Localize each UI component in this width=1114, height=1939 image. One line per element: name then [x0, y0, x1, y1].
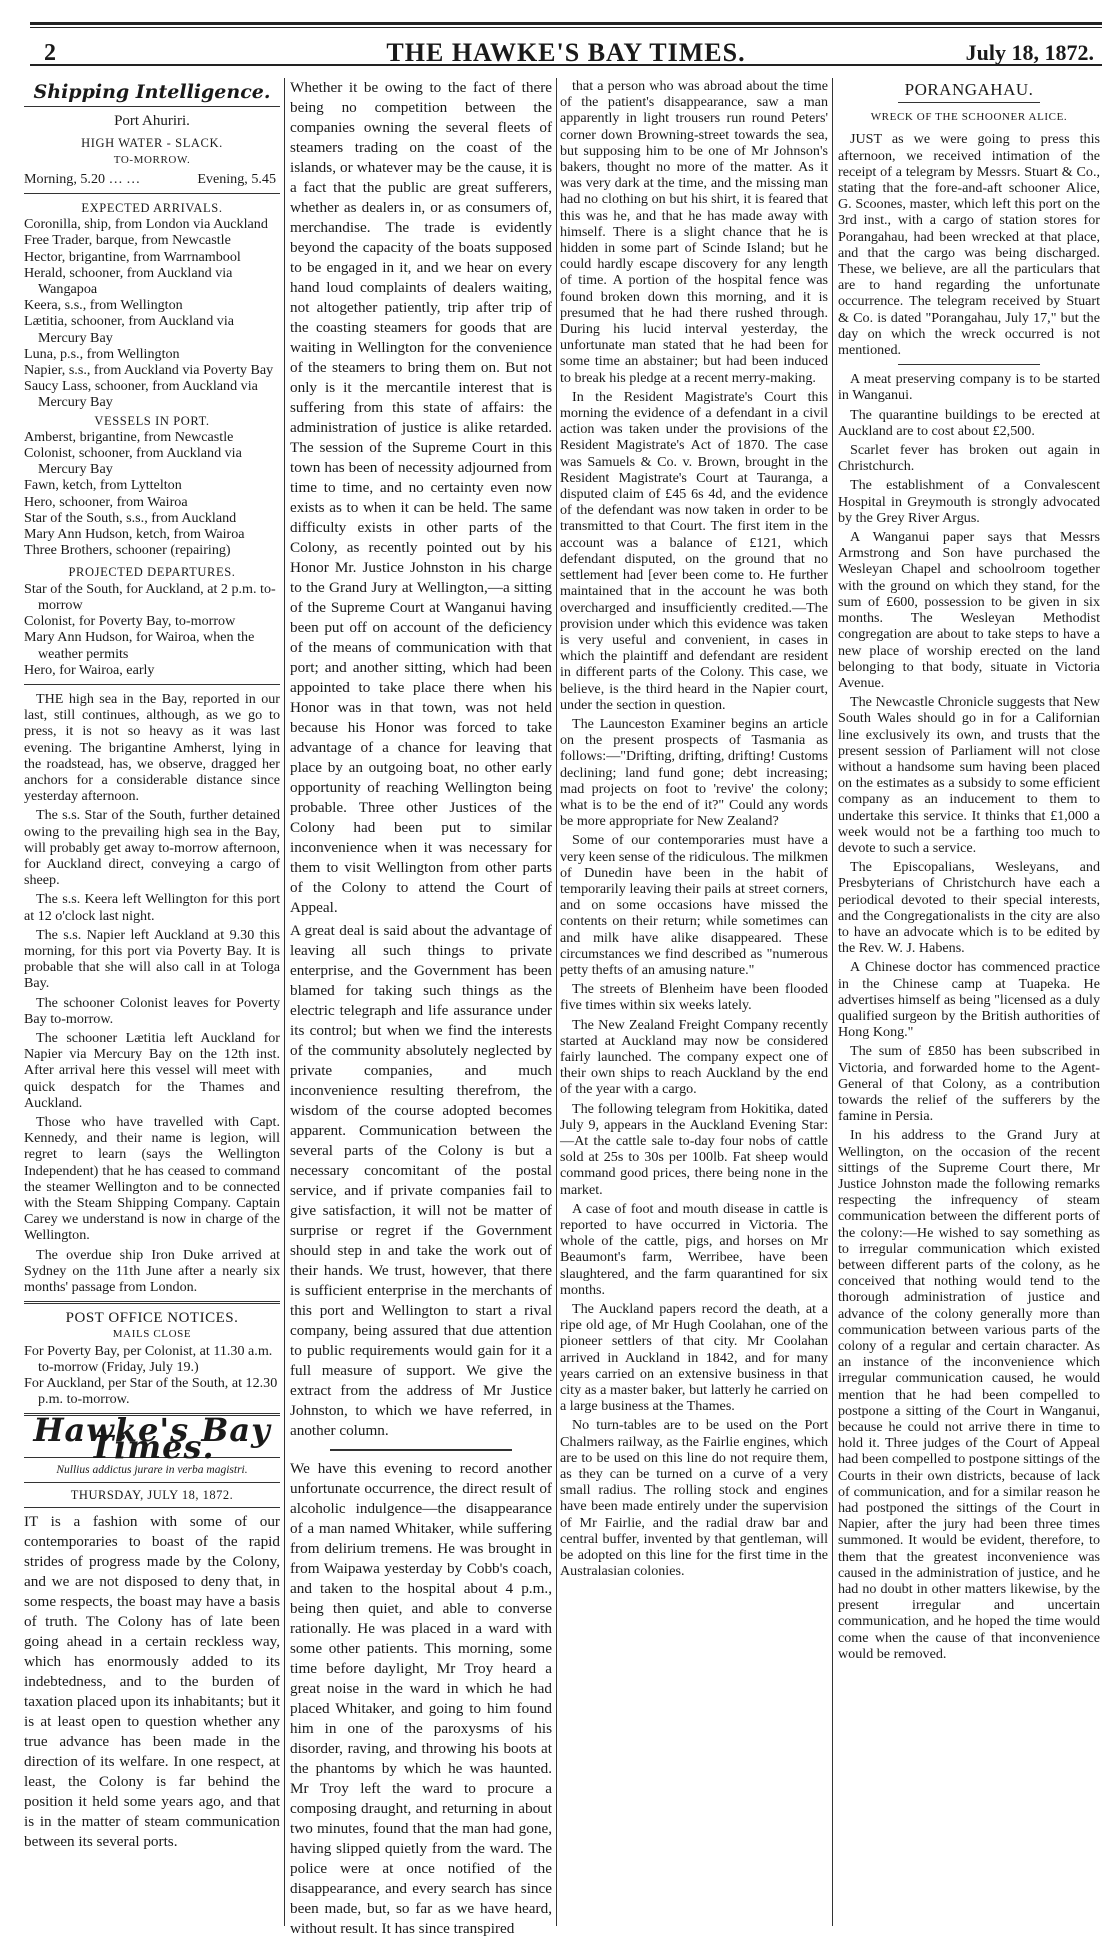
dateline: THURSDAY, JULY 18, 1872.: [70, 1488, 234, 1503]
news-paragraph: In the Resident Magistrate's Court this morning the evidence of a defendant in a civil action was taken under the provisions of the Resident Magistrate's Act of 1870. The case was Samuels & Co. v. Brown, brought in the Resident Magistrate's Court at Tauranga, a disputed claim of £45 6s 4d, and the evidence of the defendant was now taken in order to be transmitted to that Court. The first item in the account was a balance of £121, which defendant disputed, on the ground that no settlement had [ever been come to. He further maintained that in the account he was both overcharged and insufficiently credited.—The provision under which this evidence was taken is very useful and convenient, in cases in which the plaintiff and defendant are resident in different parts of the Colony. This case, we believe, is the third heard in the Napier court, under the section in question.: [560, 388, 828, 713]
post-office-title: POST OFFICE NOTICES.: [65, 1310, 239, 1327]
arrival-item: Napier, s.s., from Auckland via Poverty Bay: [24, 362, 274, 379]
local-news: [560, 78, 828, 1579]
porangahau-heading: PORANGAHAU.: [904, 80, 1034, 99]
port-name: Port Ahuriri.: [114, 113, 190, 130]
column-1: [24, 78, 280, 1928]
departure-item: Colonist, for Poverty Bay, to-morrow: [24, 613, 236, 630]
shipping-heading: Shipping Intelligence.: [33, 81, 271, 103]
issue-date: July 18, 1872.: [965, 40, 1094, 65]
arrival-item: Saucy Lass, schooner, from Auckland via Mercury Bay: [24, 378, 258, 411]
mails-close: MAILS CLOSE: [112, 1328, 192, 1341]
in-port-item: Amberst, brigantine, from Newcastle: [24, 428, 234, 445]
departures-title: PROJECTED DEPARTURES.: [68, 565, 236, 580]
news-paragraph: The s.s. Napier left Auckland at 9.30 this morning, for this port via Poverty Bay. It is probable that she will also call in at Tologa Bay.: [24, 926, 280, 992]
news-paragraph: The s.s. Keera left Wellington for this port at 12 o'clock last night.: [24, 891, 280, 924]
whitaker-article: [290, 1459, 552, 1939]
mail-item: For Poverty Bay, per Colonist, at 11.30 a.m. to-morrow (Friday, July 19.): [24, 1342, 273, 1375]
news-paragraph: The schooner Colonist leaves for Poverty Bay to-morrow.: [24, 994, 280, 1027]
in-port-list: [24, 429, 280, 559]
news-paragraph: Those who have travelled with Capt. Kennedy, and their name is legion, will regret to learn (says the Wellington Independent) that he has ceased to command the steamer Wellington and to be connected with the Steam Shipping Company. Captain Carey we understand is now in charge of the Wellington.: [24, 1113, 280, 1244]
news-paragraph: The streets of Blenheim have been flooded five times within six weeks lately.: [560, 981, 828, 1014]
news-paragraph: A meat preserving company is to be started in Wanganui.: [838, 371, 1100, 404]
shipping-news: [24, 691, 280, 1295]
masthead: [30, 14, 1102, 70]
news-paragraph: The s.s. Star of the South, further detained owing to the prevailing high sea in the Bay, will probably get away to-morrow afternoon, for Auckland direct, conveying a cargo of sheep.: [24, 807, 280, 889]
newspaper-title: THE HAWKE'S BAY TIMES.: [386, 38, 746, 67]
news-paragraph: The overdue ship Iron Duke arrived at Sydney on the 11th June after a nearly six months' passage from London.: [24, 1246, 280, 1296]
news-paragraph: A Chinese doctor has commenced practice in the Chinese camp at Tuapeka. He advertises himself as being "licensed as a duly qualified surgeon by the British authorities of Hong Kong.": [838, 959, 1100, 1041]
departure-item: Hero, for Wairoa, early: [24, 661, 155, 678]
column-4: [838, 78, 1100, 1928]
news-paragraph: that a person who was abroad about the time of the patient's disappearance, saw a man apparently in light trousers run round Peters' corner down Browning-street towards the sea, but supposing him to be one of Mr Johnson's bakers, thought no more of the matter. As it was very dark at the time, and the missing man had no clothing on but his shirt, it is feared that this was he, and that he has made away with himself. There is a slight chance that he is hidden in some part of Scinde Island; but he could hardly escape discovery for any length of time. A portion of the hospital fence was found broken down this morning, and it is presumed that he had there rushed through. During his lucid interval yesterday, the unfortunate man stated that he had been for some time an abstainer; but had been induced to break his pledge at a recent merry-making.: [560, 78, 828, 386]
in-port-item: Three Brothers, schooner (repairing): [24, 542, 231, 559]
arrival-item: Luna, p.s., from Wellington: [24, 345, 180, 362]
arrivals-title: EXPECTED ARRIVALS.: [81, 201, 223, 216]
in-port-item: Mary Ann Hudson, ketch, from Wairoa: [24, 526, 245, 543]
mail-item: For Auckland, per Star of the South, at 12.30 p.m. to-morrow.: [24, 1375, 278, 1408]
tide-morning: Morning, 5.20 … …: [24, 170, 141, 187]
departure-item: Mary Ann Hudson, for Wairoa, when the weather permits: [24, 629, 255, 662]
tide-times: [24, 171, 280, 187]
tide-subtitle: TO-MORROW.: [113, 153, 191, 166]
news-paragraph: The Episcopalians, Wesleyans, and Presbyterians of Christchurch have each a periodical devoted to their special interests, and the Congregationalists in the city are also to have an advocate which is to be edited by the Rev. W. J. Habens.: [838, 859, 1100, 957]
news-paragraph: The following telegram from Hokitika, dated July 9, appears in the Auckland Evening Star:—At the cattle sale to-day four nobs of cattle sold at 25s to 30s per 100lb. Fat sheep would command good prices, there being none in the market.: [560, 1100, 828, 1198]
masthead-top-rule: [30, 22, 1102, 28]
wreck-paragraph: JUST as we were going to press this afternoon, we received intimation of the receipt of a telegram by Messrs. Stuart & Co., stating that the fore-and-aft schooner Alice, G. Scoones, master, which left this port on the 3rd inst., with a cargo of station stores for Porangahau, had been wrecked at that place, and that the cargo was being discharged. These, we believe, are all the particulars that are to hand regarding the unfortunate occurrence. The telegram received by Stuart & Co. is dated "Porangahau, July 17," but the day on which the wreck occurred is not mentioned.: [838, 131, 1100, 359]
in-port-item: Star of the South, s.s., from Auckland: [24, 509, 237, 526]
wreck-subheading: WRECK OF THE SCHOONER ALICE.: [870, 111, 1068, 124]
news-paragraph: The schooner Lætitia left Auckland for Napier via Mercury Bay on the 12th inst. After arrival here this vessel will meet with quick despatch for the Thames and Auckland.: [24, 1029, 280, 1111]
news-paragraph: Some of our contemporaries must have a very keen sense of the ridiculous. The milkmen of Dunedin have been in the habit of temporarily leaving their pails at street corners, and on some occasions have missed the contents on their return; while sometimes can and milk have alike disappeared. These circumstances we find described as "numerous petty thefts of an amusing nature.": [560, 832, 828, 978]
tide-title: HIGH WATER - SLACK.: [81, 136, 223, 151]
paper-title: Hawke's Bay Times.: [33, 1411, 271, 1466]
column-divider: [556, 78, 557, 1926]
masthead-bottom-rule: [30, 64, 1102, 66]
arrival-item: Hector, brigantine, from Warrnambool: [24, 248, 241, 265]
page-number: 2: [44, 40, 56, 66]
news-paragraph: In his address to the Grand Jury at Wellington, on the occasion of the recent sittings of the Supreme Court there, Mr Justice Johnston made the following remarks respecting the infrequency of steam communication between the different ports of the colony:—He wished to say something as to irregular communication which existed between different parts of the colony, as he conceived that nothing would tend to the thorough administration of justice and advance of the colony generally more than communication between various parts of the colony of a regular and certain character. As an instance of the inconvenience which irregular communication caused, he would mention that he had been compelled to postpone a sitting of the Court in Wanganui, because he could not arrive there in time to hold it. Three judges of the Court of Appeal had been compelled to postpone sittings of the Courts in their own districts, because of lack of communication, and for a similar reason he had postponed the sittings of the Court in Napier, after the jury had been three times summoned. It would be evident, therefore, to them that the greatest inconvenience was caused in the administration of justice, and he had no doubt in other matters likewise, by the present irregular and uncertain communication, and he hoped the time would come when the cause of that inconvenience would be removed.: [838, 1127, 1100, 1662]
in-port-item: Fawn, ketch, from Lyttelton: [24, 477, 182, 494]
post-office-list: [24, 1343, 280, 1408]
motto: Nullius addictus jurare in verba magistri.: [56, 1463, 248, 1476]
news-paragraph: A case of foot and mouth disease in cattle is reported to have occurred in Victoria. The whole of the cattle, pigs, and horses on Mr Beaumont's farm, Werribee, have been slaughtered, and the farm quarantined for six months.: [560, 1200, 828, 1298]
in-port-item: Hero, schooner, from Wairoa: [24, 493, 188, 510]
news-paragraph: The sum of £850 has been subscribed in Victoria, and forwarded home to the Agent-General of that Colony, as a contribution towards the relief of the sufferers by the famine in Persia.: [838, 1043, 1100, 1125]
column-3: [560, 78, 828, 1928]
editorial-paragraph: IT is a fashion with some of our contemporaries to boast of the rapid strides of progress made by the Colony, and we are not disposed to deny that, in some respects, the boast may have a basis of truth. The Colony has of late been going ahead in a certain reckless way, which has enormously added to its indebtedness, and to the burden of taxation placed upon its inhabitants; but it is at least open to question whether any true advance has been made in the direction of its welfare. In one respect, at least, the Colony is far behind the position it held some years ago, and that is in the matter of steam communication between its several ports.: [24, 1513, 280, 1851]
colonial-news: [838, 371, 1100, 1662]
news-paragraph: We have this evening to record another unfortunate occurrence, the direct result of alcoholic indulgence—the disappearance of a man named Whitaker, while suffering from delirium tremens. He was brought in from Waipawa yesterday by Cobb's coach, and taken to the hospital about 4 p.m., being then quiet, and able to converse rationally. He was placed in a ward with some other patients. This morning, some time before daylight, Mr Troy heard a great noise in the ward in which he had placed Whitaker, and going to him found him in one of the paroxysms of his disorder, raving, and throwing his boots at the phantoms by which he was haunted. Mr Troy left the ward to procure a composing draught, and returning in about two minutes, found that the man had gone, having slipped quietly from the ward. The police were at once notified of the disappearance, and every search has since been made, but, so far as we have heard, without result. It has since transpired: [290, 1460, 552, 1937]
departures-list: [24, 581, 280, 678]
news-paragraph: Scarlet fever has broken out again in Christchurch.: [838, 442, 1100, 475]
editorial-paragraph: A great deal is said about the advantage of leaving all such things to private enterprise, and the Government has been blamed for taking such things as the electric telegraph and life assurance under its control; but when we find the interests of the community absolutely neglected by private companies, and much inconvenience resulting therefrom, the wisdom of the course adopted becomes apparent. Communication between the several parts of the Colony is but a necessary concomitant of the postal service, and if private companies fail to give satisfaction, it will not be matter of surprise or regret if the Government should step in and take the work out of their hands. We trust, however, that there is sufficient enterprise in the merchants of this port and Wellington to start a rival company, being assured that due attention to public requirements would gain for it a full measure of support. We give the extract from the address of Mr Justice Johnston, to which we have referred, in another column.: [290, 922, 552, 1439]
news-paragraph: The Launceston Examiner begins an article on the present prospects of Tasmania as follows:—"Drifting, drifting, drifting! Customs declining; land fund gone; debt increasing; mad projects on foot to 'revive' the colony; what is to be the end of it?" Could any words be more appropriate for New Zealand?: [560, 715, 828, 830]
editorial-continued: [290, 78, 552, 1441]
column-divider: [284, 78, 285, 1926]
news-paragraph: The Auckland papers record the death, at a ripe old age, of Mr Hugh Coolahan, one of the pioneer settlers of that city. Mr Coolahan arrived in Auckland in 1842, and for many years carried on an extensive business in that city as a master baker, but latterly he carried on a large business at the Thames.: [560, 1301, 828, 1415]
column-divider: [832, 78, 833, 1926]
arrival-item: Herald, schooner, from Auckland via Wangapoa: [24, 264, 233, 298]
arrival-item: Free Trader, barque, from Newcastle: [24, 232, 231, 249]
departure-item: Star of the South, for Auckland, at 2 p.m. to-morrow: [24, 580, 276, 613]
in-port-title: VESSELS IN PORT.: [94, 413, 210, 428]
news-paragraph: THE high sea in the Bay, reported in our last, still continues, although, as we go to press, it is not so heavy as it was last evening. The brigantine Amherst, lying in the roadstead, has, we observe, dragged her anchors for a considerable distance since yesterday afternoon.: [24, 690, 280, 805]
news-paragraph: The establishment of a Convalescent Hospital in Greymouth is strongly advocated by the Grey River Argus.: [838, 477, 1100, 526]
tide-evening: Evening, 5.45: [197, 170, 276, 187]
news-paragraph: No turn-tables are to be used on the Port Chalmers railway, as the Fairlie engines, which are to be used on this line do not require them, as they can be turned on a curve of a very small radius. The rolling stock and engines have been made entirely under the supervision of Mr Fairlie, and the radial draw bar and central buffer, invented by that gentleman, will be adopted on this line for the first time in the Australasian colonies.: [560, 1417, 828, 1580]
news-paragraph: The quarantine buildings to be erected at Auckland are to cost about £2,500.: [838, 406, 1100, 439]
arrivals-list: [24, 216, 280, 410]
news-paragraph: The New Zealand Freight Company recently started at Auckland may now be considered fairly launched. The company expect one of their own ships to reach Auckland by the end of the year with a cargo.: [560, 1016, 828, 1098]
arrival-item: Coronilla, ship, from London via Auckland: [24, 216, 268, 233]
editorial-start: [24, 1512, 280, 1852]
news-paragraph: The Newcastle Chronicle suggests that New South Wales should go in for a Californian line exclusively its own, and trusts that the present session of Parliament will not close without a handsome sum having been placed on the estimates as a subsidy to some efficient company as an inducement to them to undertake this service. It thinks that £1,000 a week would not be a farthing too much to devote to such a service.: [838, 694, 1100, 856]
editorial-paragraph: Whether it be owing to the fact of there being no competition between the companies owning the several fleets of steamers trading on the coast of the islands, or whatever may be the cause, it is a fact that the public are great sufferers, whether as dealers in, or as consumers of, merchandise. The trade is evidently beyond the capacity of the boats supposed to be engaged in it, and we hear on every hand loud complaints of dealers waiting, not altogether patiently, trip after trip of the coasting steamers for goods that are waiting in Wellington for the convenience of the steamers to bring them on. But not only is it the mercantile interest that is suffering from this state of affairs: the administration of justice is alike retarded. The session of the Supreme Court in this town has been of necessity adjourned from time to time, and no certainty even now exists as to when it can be held. The same difficulty exists in other parts of the Colony, as recently pointed out by his Honor Mr. Justice Johnston in his charge to the Grand Jury at Wellington,—a sitting of the Supreme Court at Wanganui having been put off on account of the deficiency of the means of communication with that port; and another sitting, which had been appointed to take place there when his Honor was in that town, was not held because his Honor was forced to take advantage of a chance for leaving that place by an outgoing boat, no other early opportunity of reaching Wellington being probable. Three other Justices of the Colony had been put to similar inconvenience when it was necessary for them to visit Wellington from other parts of the Colony to attend the Court of Appeal.: [290, 79, 552, 916]
arrival-item: Lætitia, schooner, from Auckland via Mercury Bay: [24, 313, 235, 346]
news-paragraph: A Wanganui paper says that Messrs Armstrong and Son have purchased the Wesleyan Chapel and schoolroom together with the ground on which they stand, for the sum of £600, possession to be given in six months. The Wesleyan Methodist congregation are about to take steps to have a new place of worship erected on the land belonging to that body, situate in Victoria Avenue.: [838, 529, 1100, 691]
arrival-item: Keera, s.s., from Wellington: [24, 297, 183, 314]
in-port-item: Colonist, schooner, from Auckland via Mercury Bay: [24, 445, 242, 478]
column-2: [290, 78, 552, 1937]
